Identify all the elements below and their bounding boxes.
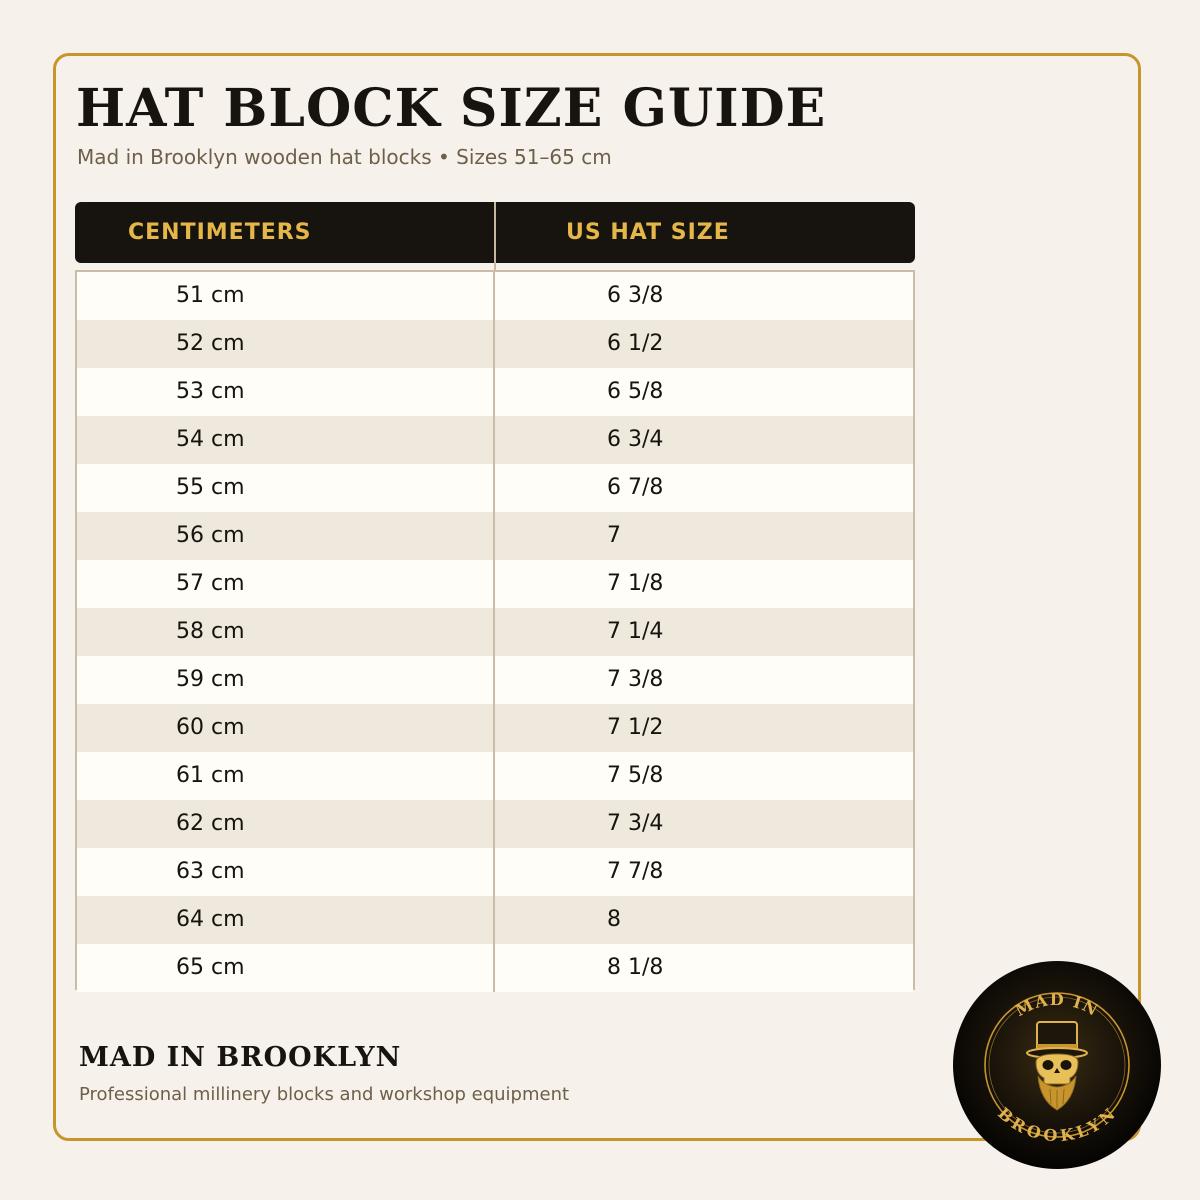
cell-us-hat-size: 6 3/8 xyxy=(607,283,664,308)
cell-us-hat-size: 7 1/2 xyxy=(607,715,664,740)
page-title: HAT BLOCK SIZE GUIDE xyxy=(76,78,827,139)
cell-centimeters: 53 cm xyxy=(77,368,495,416)
table-row xyxy=(77,800,913,848)
footer-brand-name: MAD IN BROOKLYN xyxy=(79,1042,402,1073)
cell-centimeters: 58 cm xyxy=(77,608,495,656)
cell-us-hat-size: 7 5/8 xyxy=(607,763,664,788)
cell-us-hat-size: 7 3/8 xyxy=(607,667,664,692)
cell-centimeters: 65 cm xyxy=(77,944,495,992)
cell-centimeters: 57 cm xyxy=(77,560,495,608)
table-row xyxy=(77,896,913,944)
table-row xyxy=(77,512,913,560)
size-table xyxy=(75,202,915,980)
table-header xyxy=(75,202,915,263)
table-row xyxy=(77,368,913,416)
table-row xyxy=(77,560,913,608)
skull-top-hat-icon xyxy=(952,960,1162,1170)
cell-us-hat-size: 6 5/8 xyxy=(607,379,664,404)
cell-centimeters: 51 cm xyxy=(77,272,495,320)
cell-centimeters: 64 cm xyxy=(77,896,495,944)
cell-centimeters: 59 cm xyxy=(77,656,495,704)
cell-centimeters: 56 cm xyxy=(77,512,495,560)
cell-centimeters: 55 cm xyxy=(77,464,495,512)
footer-tagline: Professional millinery blocks and workshop equipment xyxy=(79,1084,570,1105)
column-divider xyxy=(494,202,496,271)
table-row xyxy=(77,320,913,368)
cell-us-hat-size: 7 xyxy=(607,523,621,548)
table-row xyxy=(77,656,913,704)
column-header-us-hat-size: US HAT SIZE xyxy=(566,220,730,245)
logo-text-top: MAD IN xyxy=(1012,989,1103,1021)
cell-us-hat-size: 8 1/8 xyxy=(607,955,664,980)
cell-centimeters: 52 cm xyxy=(77,320,495,368)
cell-centimeters: 61 cm xyxy=(77,752,495,800)
logo-text-bottom: BROOKLYN xyxy=(994,1103,1120,1146)
table-row xyxy=(77,416,913,464)
cell-us-hat-size: 7 1/4 xyxy=(607,619,664,644)
cell-us-hat-size: 6 1/2 xyxy=(607,331,664,356)
cell-us-hat-size: 7 1/8 xyxy=(607,571,664,596)
table-row xyxy=(77,272,913,320)
cell-us-hat-size: 8 xyxy=(607,907,621,932)
table-row xyxy=(77,752,913,800)
cell-centimeters: 54 cm xyxy=(77,416,495,464)
cell-us-hat-size: 7 3/4 xyxy=(607,811,664,836)
cell-us-hat-size: 6 3/4 xyxy=(607,427,664,452)
cell-centimeters: 62 cm xyxy=(77,800,495,848)
brand-logo xyxy=(952,960,1162,1170)
table-row xyxy=(77,608,913,656)
table-row xyxy=(77,704,913,752)
table-row xyxy=(77,464,913,512)
page-subtitle: Mad in Brooklyn wooden hat blocks • Sizes 51–65 cm xyxy=(77,145,612,169)
table-body xyxy=(75,270,915,990)
cell-us-hat-size: 7 7/8 xyxy=(607,859,664,884)
table-row xyxy=(77,944,913,992)
cell-centimeters: 60 cm xyxy=(77,704,495,752)
cell-centimeters: 63 cm xyxy=(77,848,495,896)
table-row xyxy=(77,848,913,896)
column-header-centimeters: CENTIMETERS xyxy=(128,220,312,245)
cell-us-hat-size: 6 7/8 xyxy=(607,475,664,500)
